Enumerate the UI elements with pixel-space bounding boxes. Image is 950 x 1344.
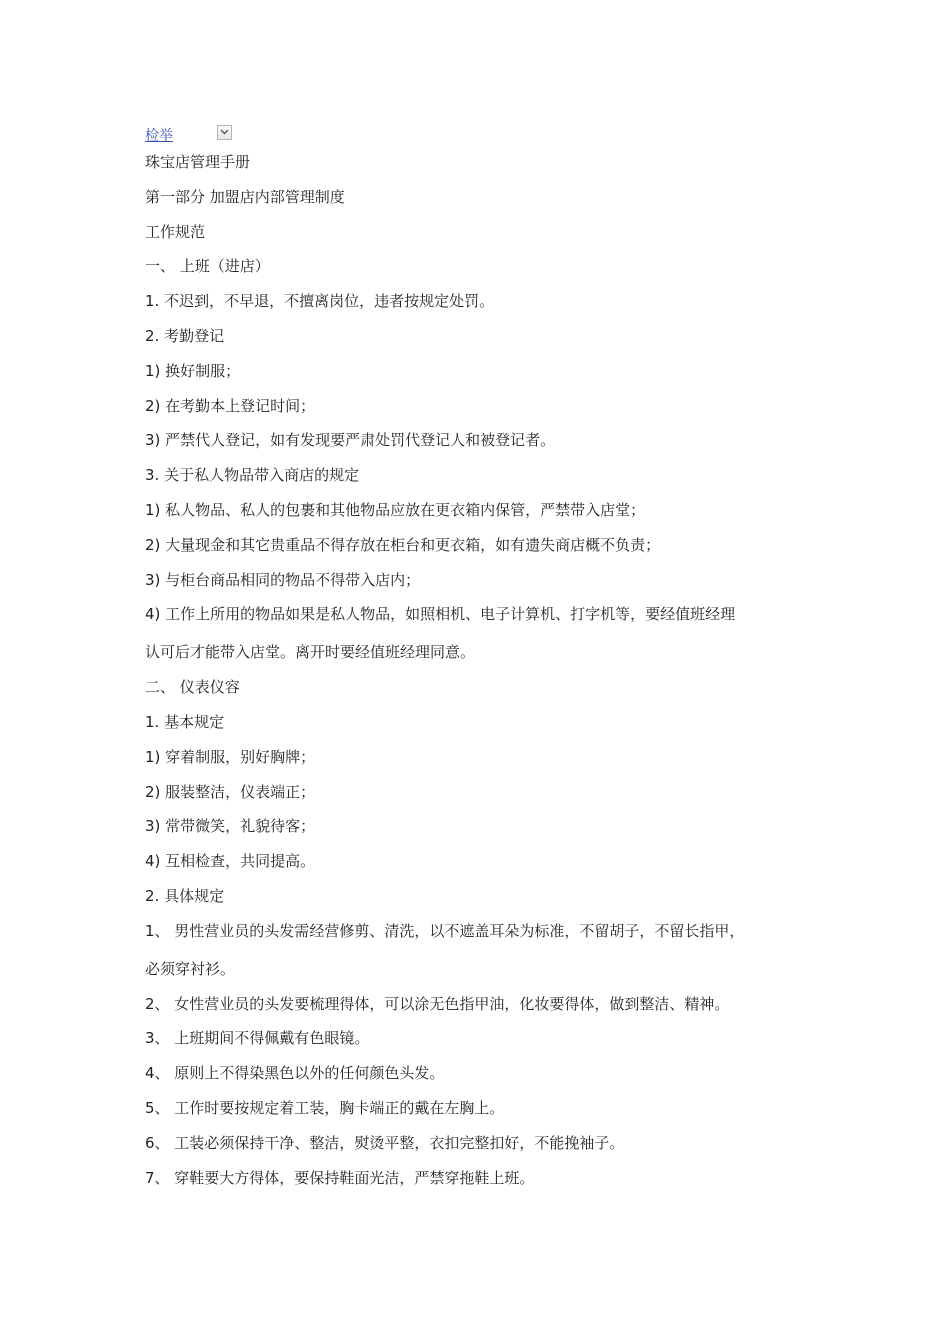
document-page [145,118,825,1202]
report-row [145,118,825,152]
paragraph-line: 4、 原则上不得染黑色以外的任何颜色头发。 [145,1064,445,1083]
paragraph-line: 3) 与柜台商品相同的物品不得带入店内； [145,570,421,589]
paragraph-line: 2) 服装整洁，仪表端正； [145,782,316,801]
paragraph-line: 3、 上班期间不得佩戴有色眼镜。 [145,1029,370,1048]
paragraph-line: 必须穿衬衫。 [145,959,236,978]
paragraph-line: 7、 穿鞋要大方得体，要保持鞋面光洁，严禁穿拖鞋上班。 [145,1168,535,1187]
paragraph-line: 2) 大量现金和其它贵重品不得存放在柜台和更衣箱，如有遗失商店概不负责； [145,535,661,554]
subsection-heading: 一、 上班（进店） [145,257,270,276]
paragraph-line: 1、 男性营业员的头发需经营修剪、清洗，以不遮盖耳朵为标准，不留胡子，不留长指甲， [145,921,745,940]
paragraph-line: 2. 具体规定 [145,886,225,905]
paragraph-line: 3) 常带微笑，礼貌待客； [145,817,316,836]
paragraph-line: 1) 私人物品、私人的包裹和其他物品应放在更衣箱内保管，严禁带入店堂； [145,500,646,519]
paragraph-line: 5、 工作时要按规定着工装，胸卡端正的戴在左胸上。 [145,1098,505,1117]
paragraph-line: 1. 基本规定 [145,712,225,731]
report-link[interactable]: 检举 [145,128,173,144]
paragraph-line: 2、 女性营业员的头发要梳理得体，可以涂无色指甲油，化妆要得体，做到整洁、精神。 [145,994,730,1013]
paragraph-line: 1. 不迟到，不早退，不擅离岗位，违者按规定处罚。 [145,292,495,311]
paragraph-line: 1) 换好制服； [145,361,241,380]
report-dropdown-button[interactable] [217,125,232,140]
subsection-heading: 二、 仪表仪容 [145,678,240,697]
chevron-down-icon [220,129,229,135]
paragraph-line: 1) 穿着制服，别好胸牌； [145,747,316,766]
doc-title: 珠宝店管理手册 [145,153,251,171]
paragraph-line: 2) 在考勤本上登记时间； [145,396,316,415]
paragraph-line: 认可后才能带入店堂。离开时要经值班经理同意。 [145,643,476,662]
paragraph-line: 3. 关于私人物品带入商店的规定 [145,466,360,485]
paragraph-line: 3) 严禁代人登记，如有发现要严肃处罚代登记人和被登记者。 [145,431,556,450]
part-heading: 第一部分 加盟店内部管理制度 [145,187,345,206]
paragraph-line: 4) 工作上所用的物品如果是私人物品，如照相机、电子计算机、打字机等，要经值班经理 [145,605,736,624]
paragraph-line: 6、 工装必须保持干净、整洁，熨烫平整，衣扣完整扣好，不能挽袖子。 [145,1133,625,1152]
section-heading: 工作规范 [145,222,206,241]
paragraph-line: 2. 考勤登记 [145,326,225,345]
paragraph-line: 4) 互相检查，共同提高。 [145,852,316,871]
